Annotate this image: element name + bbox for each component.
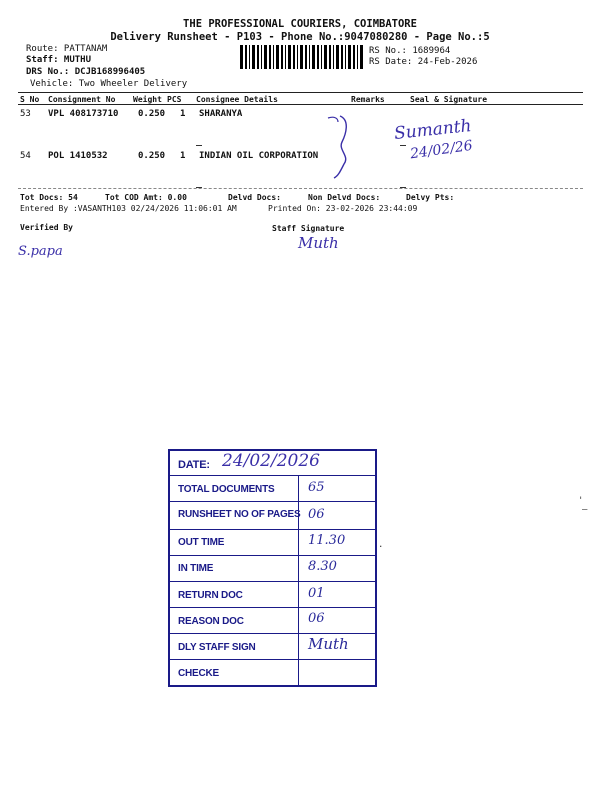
barcode-bar: [261, 45, 262, 69]
barcode-bar: [276, 45, 279, 69]
table-top-rule: [18, 92, 583, 93]
seal-signature-line2: 24/02/26: [409, 137, 474, 163]
stamp-checked-label: CHECKE: [178, 668, 220, 679]
table-header-rule: [18, 104, 583, 105]
row-54-sno: 54: [20, 151, 31, 161]
barcode-bar: [288, 45, 291, 69]
row-53-consignment: VPL 408173710: [48, 109, 119, 119]
row-53-consignee: SHARANYA: [199, 109, 243, 119]
vehicle-label: Vehicle: Two Wheeler Delivery: [30, 79, 188, 89]
barcode-bar: [324, 45, 327, 69]
barcode-bar: [293, 45, 295, 69]
rs-date: RS Date: 24-Feb-2026: [369, 57, 478, 67]
barcode-bar: [285, 45, 286, 69]
col-remarks: Remarks: [351, 95, 385, 104]
barcode-bar: [329, 45, 331, 69]
stamp-rule: [170, 607, 375, 608]
barcode: [240, 45, 365, 71]
staff-signature-label: Staff Signature: [272, 224, 345, 233]
entered-by: Entered By :VASANTH103 02/24/2026 11:06:01 AM: [20, 204, 237, 213]
rs-number: RS No.: 1689964: [369, 46, 451, 56]
verified-by-label: Verified By: [20, 223, 73, 232]
stamp-rule: [170, 555, 375, 556]
stamp-out-time-label: OUT TIME: [178, 537, 225, 548]
barcode-bar: [321, 45, 322, 69]
delivery-stamp: [168, 449, 377, 687]
barcode-bar: [317, 45, 319, 69]
barcode-bar: [309, 45, 310, 69]
row-54-pcs: 1: [180, 151, 186, 161]
stamp-runsheet-pages-value: 06: [308, 507, 325, 522]
margin-mark: .: [378, 540, 384, 550]
stamp-in-time-label: IN TIME: [178, 563, 214, 574]
staff-label: Staff: MUTHU: [26, 55, 92, 65]
barcode-bar: [305, 45, 307, 69]
tot-cod: Tot COD Amt: 0.00: [105, 193, 187, 202]
drs-number: DRS No.: DCJB168996405: [26, 67, 146, 77]
row-53-tick-left: [196, 144, 202, 146]
non-delvd-docs: Non Delvd Docs:: [308, 193, 381, 202]
row-54-consignment: POL 1410532: [48, 151, 108, 161]
stamp-dly-staff-signature: Muth: [308, 635, 349, 653]
staff-signature-handwritten: Muth: [298, 234, 339, 252]
stamp-rule: [170, 659, 375, 660]
stamp-date-value: 24/02/2026: [222, 451, 320, 471]
stamp-reason-doc-value: 06: [308, 611, 325, 626]
stamp-rule: [170, 529, 375, 530]
stamp-runsheet-pages-label: RUNSHEET NO OF PAGES: [178, 509, 301, 520]
stamp-reason-doc-label: REASON DOC: [178, 616, 244, 627]
verified-by-signature: S.papa: [18, 244, 63, 259]
stamp-rule: [170, 581, 375, 582]
barcode-bar: [257, 45, 259, 69]
stamp-rule: [170, 501, 375, 502]
printed-on: Printed On: 23-02-2026 23:44:09: [268, 204, 418, 213]
barcode-bar: [273, 45, 274, 69]
barcode-bar: [360, 45, 363, 69]
barcode-bar: [249, 45, 250, 69]
barcode-bar: [333, 45, 334, 69]
margin-mark: –: [582, 505, 588, 515]
row-53-tick-right: [400, 144, 406, 146]
barcode-bar: [312, 45, 315, 69]
col-consignment: Consignment No: [48, 95, 116, 104]
barcode-bar: [264, 45, 267, 69]
barcode-bar: [357, 45, 358, 69]
stamp-dly-staff-sign-label: DLY STAFF SIGN: [178, 642, 256, 653]
col-sno: S No: [20, 95, 40, 104]
col-weight: Weight: [133, 95, 162, 104]
seal-signature-line1: Sumanth: [393, 115, 473, 145]
stamp-total-documents-label: TOTAL DOCUMENTS: [178, 484, 275, 495]
stamp-total-documents-value: 65: [308, 480, 325, 495]
barcode-bar: [341, 45, 343, 69]
barcode-bar: [336, 45, 339, 69]
barcode-bar: [297, 45, 298, 69]
barcode-bar: [353, 45, 355, 69]
stamp-return-doc-label: RETURN DOC: [178, 590, 243, 601]
col-consignee: Consignee Details: [196, 95, 278, 104]
row-53-weight: 0.250: [138, 109, 166, 119]
row-54-consignee: INDIAN OIL CORPORATION: [199, 151, 319, 161]
route-label: Route: PATTANAM: [26, 44, 108, 54]
stamp-rule: [170, 633, 375, 634]
row-53-sno: 53: [20, 109, 31, 119]
totals-rule: [18, 188, 583, 189]
stamp-rule: [170, 475, 375, 476]
barcode-bar: [300, 45, 303, 69]
delvd-docs: Delvd Docs:: [228, 193, 281, 202]
barcode-bar: [240, 45, 243, 69]
row-53-pcs: 1: [180, 109, 186, 119]
col-seal-signature: Seal & Signature: [410, 95, 488, 104]
tot-docs: Tot Docs: 54: [20, 193, 78, 202]
barcode-bar: [345, 45, 346, 69]
barcode-bar: [252, 45, 255, 69]
company-title: THE PROFESSIONAL COURIERS, COIMBATORE: [183, 18, 417, 30]
barcode-bar: [281, 45, 283, 69]
barcode-bar: [348, 45, 351, 69]
delvy-pts: Delvy Pts:: [406, 193, 455, 202]
barcode-bar: [245, 45, 247, 69]
col-pcs: PCS: [167, 95, 182, 104]
stamp-out-time-value: 11.30: [308, 533, 346, 548]
stamp-return-doc-value: 01: [308, 586, 325, 601]
margin-mark: ': [578, 496, 584, 506]
remarks-bracket-scribble: [320, 112, 360, 182]
stamp-date-label: DATE:: [178, 459, 210, 471]
row-54-weight: 0.250: [138, 151, 166, 161]
barcode-bar: [269, 45, 271, 69]
stamp-in-time-value: 8.30: [308, 559, 337, 574]
runsheet-subtitle: Delivery Runsheet - P103 - Phone No.:9047080280 - Page No.:5: [110, 31, 490, 43]
